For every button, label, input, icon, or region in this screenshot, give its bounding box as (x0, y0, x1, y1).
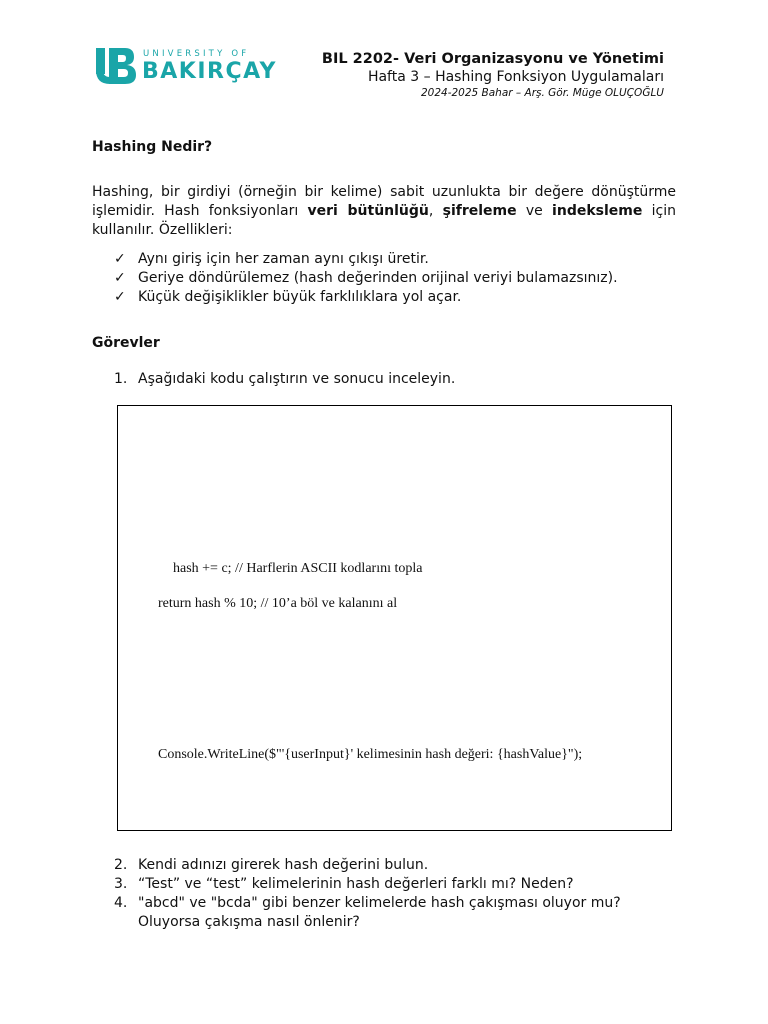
bold-term-integrity: veri bütünlüğü (307, 203, 429, 219)
task-text: “Test” ve “test” kelimelerinin hash değerleri farklı mı? Neden? (138, 876, 574, 892)
task-item (92, 894, 676, 932)
checkmark-icon: ✓ (114, 289, 126, 305)
code-line: hash += c; // Harflerin ASCII kodlarını topla (173, 561, 423, 576)
bakircay-logo-mark-icon (96, 48, 136, 84)
code-line: return hash % 10; // 10’a böl ve kalanını al (158, 596, 398, 611)
task-text: Kendi adınızı girerek hash değerini bulun. (138, 857, 429, 873)
separator: ve (516, 203, 553, 219)
intro-end-text: için kullanılır. Özellikleri: (92, 203, 676, 238)
property-text: Aynı giriş için her zaman aynı çıkışı üretir. (138, 251, 429, 267)
bold-term-encryption: şifreleme (442, 203, 517, 219)
property-item (92, 288, 676, 307)
task-text: "abcd" ve "bcda" gibi benzer kelimelerde hash çakışması oluyor mu? Oluyorsa çakışma nasıl önlenir? (138, 895, 621, 930)
separator: , (428, 203, 443, 219)
logo-name: BAKIRÇAY (142, 59, 277, 84)
intro-text: Hashing, bir girdiyi (örneğin bir kelime) sabit uzunlukta bir değere dönüştürme işlemidir. Hash fonksiyonları (92, 184, 676, 219)
task-number: 4. (114, 895, 128, 911)
task-item (92, 875, 676, 894)
task-list-continued (92, 856, 676, 932)
logo-university-of: UNIVERSITY OF (143, 49, 250, 59)
property-text: Küçük değişiklikler büyük farklılıklara yol açar. (138, 289, 462, 305)
checkmark-icon: ✓ (114, 251, 126, 267)
document-header (322, 50, 664, 100)
task-number: 3. (114, 876, 128, 892)
bold-term-indexing: indeksleme (552, 203, 643, 219)
section-heading-hashing: Hashing Nedir? (92, 139, 213, 155)
task-text: Aşağıdaki kodu çalıştırın ve sonucu inceleyin. (138, 371, 456, 387)
task-item (92, 370, 676, 389)
code-box (117, 405, 672, 831)
checkmark-icon: ✓ (114, 270, 126, 286)
task-number: 1. (114, 371, 128, 387)
term-info: 2024-2025 Bahar – Arş. Gör. Müge OLUÇOĞLU (420, 87, 664, 99)
intro-paragraph (92, 183, 676, 240)
week-title: Hafta 3 – Hashing Fonksiyon Uygulamaları (367, 69, 664, 85)
property-text: Geriye döndürülemez (hash değerinden orijinal veriyi bulamazsınız). (138, 270, 618, 286)
properties-list (92, 250, 676, 307)
property-item (92, 269, 676, 288)
code-line: Console.WriteLine($"'{userInput}' kelimesinin hash değeri: {hashValue}"); (158, 747, 583, 762)
course-title: BIL 2202- Veri Organizasyonu ve Yönetimi (321, 51, 664, 67)
task-item (92, 856, 676, 875)
university-logo (96, 46, 277, 86)
property-item (92, 250, 676, 269)
section-heading-tasks: Görevler (92, 335, 160, 351)
task-list-start (92, 370, 676, 389)
task-number: 2. (114, 857, 128, 873)
